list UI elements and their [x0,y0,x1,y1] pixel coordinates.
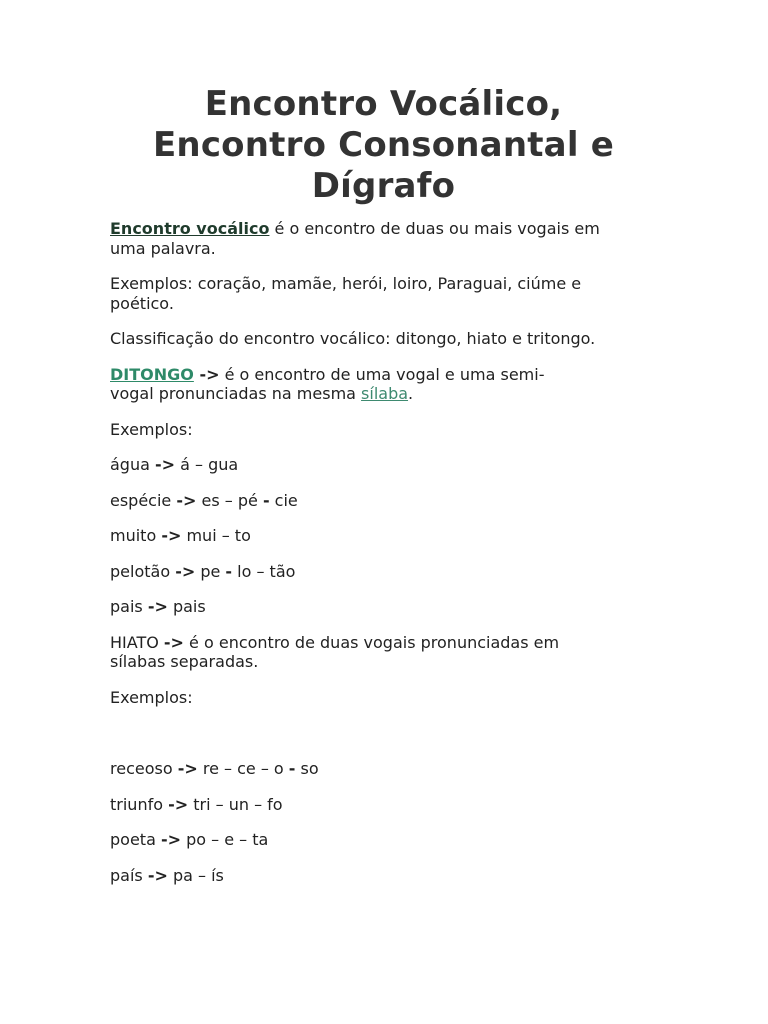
example-split: á – gua [175,455,239,474]
hiato-text-1: é o encontro de duas vogais pronunciadas em [183,632,560,652]
example-arrow: -> [147,865,168,885]
example-split: po – e – ta [181,830,269,849]
example-arrow: -> [161,526,182,545]
examples-paragraph [110,274,657,313]
ditongo-arrow: -> [193,364,220,384]
title-line-1: Encontro Vocálico, [204,84,563,124]
ditongo-example [110,597,657,617]
example-word: triunfo [110,794,169,814]
hiato-example [110,830,657,850]
blank-line [110,723,657,759]
example-split: pais [167,597,206,616]
example-split-end: lo – tão [232,561,296,581]
intro-text-1: é o encontro de duas ou mais vogais em [269,219,600,238]
example-split: es – pé [196,490,263,510]
ditongo-link[interactable]: DITONGO [110,364,194,384]
example-dash: - [262,490,270,510]
example-word: muito [110,526,162,545]
example-split-end: cie [269,490,298,510]
ditongo-text-2: vogal pronunciadas na mesma [110,384,362,403]
title-line-2: Encontro Consonantal e [153,125,614,165]
title-line-3: Dígrafo [311,166,456,206]
ditongo-example [110,491,657,511]
hiato-example [110,795,657,815]
example-split: tri – un – fo [188,794,283,814]
examples-text-1: Exemplos: coração, mamãe, herói, loiro, Paraguai, ciúme e [110,274,582,293]
example-arrow: -> [177,759,198,778]
example-split: pe [195,561,226,581]
document-page [110,84,657,901]
examples-text-2: poético. [110,293,174,313]
page-title [110,84,657,207]
silaba-link[interactable]: sílaba [361,384,409,403]
ditongo-paragraph [110,365,657,404]
intro-paragraph [110,219,657,258]
example-split: re – ce – o [197,759,289,778]
example-arrow: -> [168,794,189,814]
example-word: espécie [110,490,177,510]
example-split: pa – ís [167,865,224,885]
example-arrow: -> [155,455,176,474]
ditongo-example [110,455,657,475]
ditongo-example [110,526,657,546]
encontro-vocalico-link[interactable]: Encontro vocálico [110,219,270,238]
ditongo-period: . [408,384,414,403]
example-word: água [110,455,155,474]
example-split-end: so [295,759,319,778]
classification-paragraph: Classificação do encontro vocálico: ditongo, hiato e tritongo. [110,329,596,348]
examples-label: Exemplos: [110,419,193,439]
hiato-example [110,866,657,886]
example-arrow: -> [160,830,181,849]
example-split: mui – to [181,526,251,545]
hiato-arrow: -> [163,632,184,652]
example-arrow: -> [147,597,168,616]
hiato-example [110,759,657,779]
example-word: pelotão [110,561,176,581]
ditongo-example [110,562,657,582]
example-word: receoso [110,759,178,778]
ditongo-text-1: é o encontro de uma vogal e uma semi- [219,364,545,384]
example-dash: - [288,759,296,778]
example-arrow: -> [176,490,197,510]
hiato-word: HIATO [110,632,164,652]
example-dash: - [225,561,233,581]
example-word: país [110,865,148,885]
hiato-paragraph [110,633,657,672]
hiato-text-2: sílabas separadas. [110,652,259,671]
example-arrow: -> [175,561,196,581]
examples-label: Exemplos: [110,687,193,707]
intro-text-2: uma palavra. [110,238,216,258]
example-word: pais [110,597,148,616]
example-word: poeta [110,830,161,849]
